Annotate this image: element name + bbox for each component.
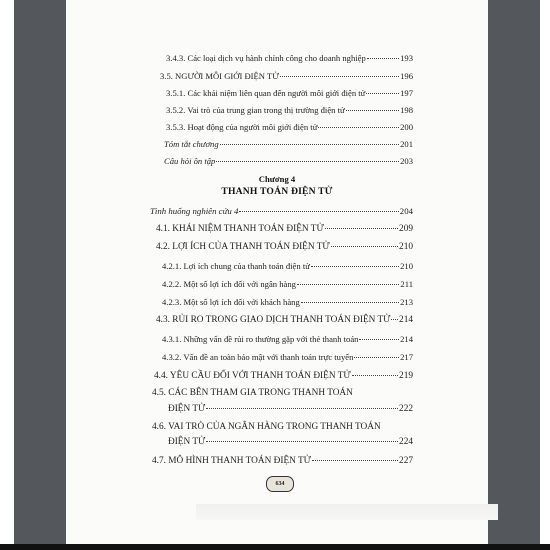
- chapter-title: THANH TOÁN ĐIỆN TỬ: [221, 186, 333, 197]
- toc-entry-title: 4.3.1. Những vấn đề rủi ro thường gặp với thẻ thanh toán: [162, 334, 359, 344]
- toc-entry-page: 203: [400, 156, 413, 166]
- toc-entry-title: 3.5. NGƯỜI MÔI GIỚI ĐIỆN TỬ: [160, 71, 279, 81]
- toc-entry-title: Tình huống nghiên cứu 4: [150, 206, 239, 216]
- toc-entry: [162, 334, 413, 344]
- toc-entry: [156, 224, 413, 234]
- toc-entry: [156, 242, 413, 252]
- toc-entry-title-continued: ĐIỆN TỬ: [168, 404, 206, 414]
- toc-entry-title: 4.7. MÔ HÌNH THANH TOÁN ĐIỆN TỬ: [152, 456, 311, 466]
- toc-entry: [168, 404, 413, 414]
- toc-entry-page: 201: [400, 139, 413, 149]
- toc-entry-page: 217: [400, 352, 413, 362]
- toc-entry: [152, 456, 413, 466]
- toc-entry-page: 214: [400, 334, 413, 344]
- toc-entry-title: Câu hỏi ôn tập: [164, 156, 216, 166]
- toc-entry-page: 210: [400, 261, 413, 271]
- toc-entry-page: 200: [400, 122, 413, 132]
- toc-entry-title: 4.2. LỢI ÍCH CỦA THANH TOÁN ĐIỆN TỬ: [156, 242, 330, 252]
- toc-entry: [154, 371, 413, 381]
- viewer-background-right: [488, 0, 540, 544]
- toc-entry: [162, 279, 413, 289]
- chapter-label: Chương 4: [258, 174, 296, 184]
- toc-entry: [164, 139, 413, 149]
- toc-entry: [162, 352, 413, 362]
- toc-entry: [156, 315, 413, 325]
- toc-entry-title: Tóm tắt chương: [164, 139, 219, 149]
- toc-entry-page: 219: [399, 371, 413, 381]
- toc-entry-page: 204: [399, 206, 413, 216]
- toc-entry-page: 196: [400, 71, 413, 81]
- toc-entry: [160, 71, 413, 81]
- toc-entry: [162, 297, 413, 307]
- toc-entry-title: 4.6. VAI TRÒ CỦA NGÂN HÀNG TRONG THANH TOÁN: [152, 422, 381, 432]
- toc-entry: [166, 105, 413, 115]
- toc-entry-title-continued: ĐIỆN TỬ: [168, 437, 206, 447]
- toc-entry-title: 4.3.2. Vấn đề an toàn bảo mật với thanh toán trực tuyến: [162, 352, 354, 362]
- toc-entry-title: 4.2.3. Một số lợi ích đối với khách hàng: [162, 297, 300, 307]
- viewer-background-left: [14, 0, 66, 544]
- toc-entry: [168, 437, 413, 447]
- toc-entry-title: 3.4.3. Các loại dịch vụ hành chính công cho doanh nghiệp: [166, 53, 366, 63]
- toc-entry-page: 213: [400, 297, 413, 307]
- toc-entry-title: 4.2.2. Một số lợi ích đối với ngân hàng: [162, 279, 296, 289]
- toc-entry-title: 4.1. KHÁI NIỆM THANH TOÁN ĐIỆN TỬ: [156, 224, 324, 234]
- toc-entry: [164, 156, 413, 166]
- toc-entry-page: 222: [399, 404, 413, 414]
- toc-entry: [150, 206, 413, 216]
- page-bottom-shade: [196, 504, 498, 520]
- toc-entry-page: 224: [399, 437, 413, 447]
- toc-entry-title: 3.5.1. Các khái niệm liên quan đến người môi giới điện tử: [166, 88, 366, 98]
- toc-entry-page: 209: [399, 224, 413, 234]
- toc-entry-title: 4.2.1. Lợi ích chung của thanh toán điện tử: [162, 261, 310, 271]
- toc-entry: [166, 53, 413, 63]
- toc-entry: [166, 88, 413, 98]
- toc-entry-page: 198: [400, 105, 413, 115]
- toc-entry-page: 197: [400, 88, 413, 98]
- toc-entry-title: 3.5.2. Vai trò của trung gian trong thị trường điện tử: [166, 105, 345, 115]
- toc-entry-page: 214: [399, 315, 413, 325]
- viewer-bottom-bar: [0, 544, 550, 550]
- page-number-badge: 634: [266, 476, 294, 492]
- toc-entry-title: 4.4. YÊU CẦU ĐỐI VỚI THANH TOÁN ĐIỆN TỬ: [154, 371, 351, 381]
- toc-entry-page: 227: [399, 456, 413, 466]
- toc-entry-title: 3.5.3. Hoạt động của người môi giới điện tử: [166, 122, 318, 132]
- toc-entry-title: 4.5. CÁC BÊN THAM GIA TRONG THANH TOÁN: [152, 388, 353, 398]
- toc-entry: [166, 122, 413, 132]
- toc-entry-page: 193: [400, 53, 413, 63]
- toc-entry-page: 211: [400, 279, 413, 289]
- toc-entry-title: 4.3. RỦI RO TRONG GIAO DỊCH THANH TOÁN ĐIỆN TỬ: [156, 315, 391, 325]
- toc-entry: [162, 261, 413, 271]
- toc-entry-page: 210: [399, 242, 413, 252]
